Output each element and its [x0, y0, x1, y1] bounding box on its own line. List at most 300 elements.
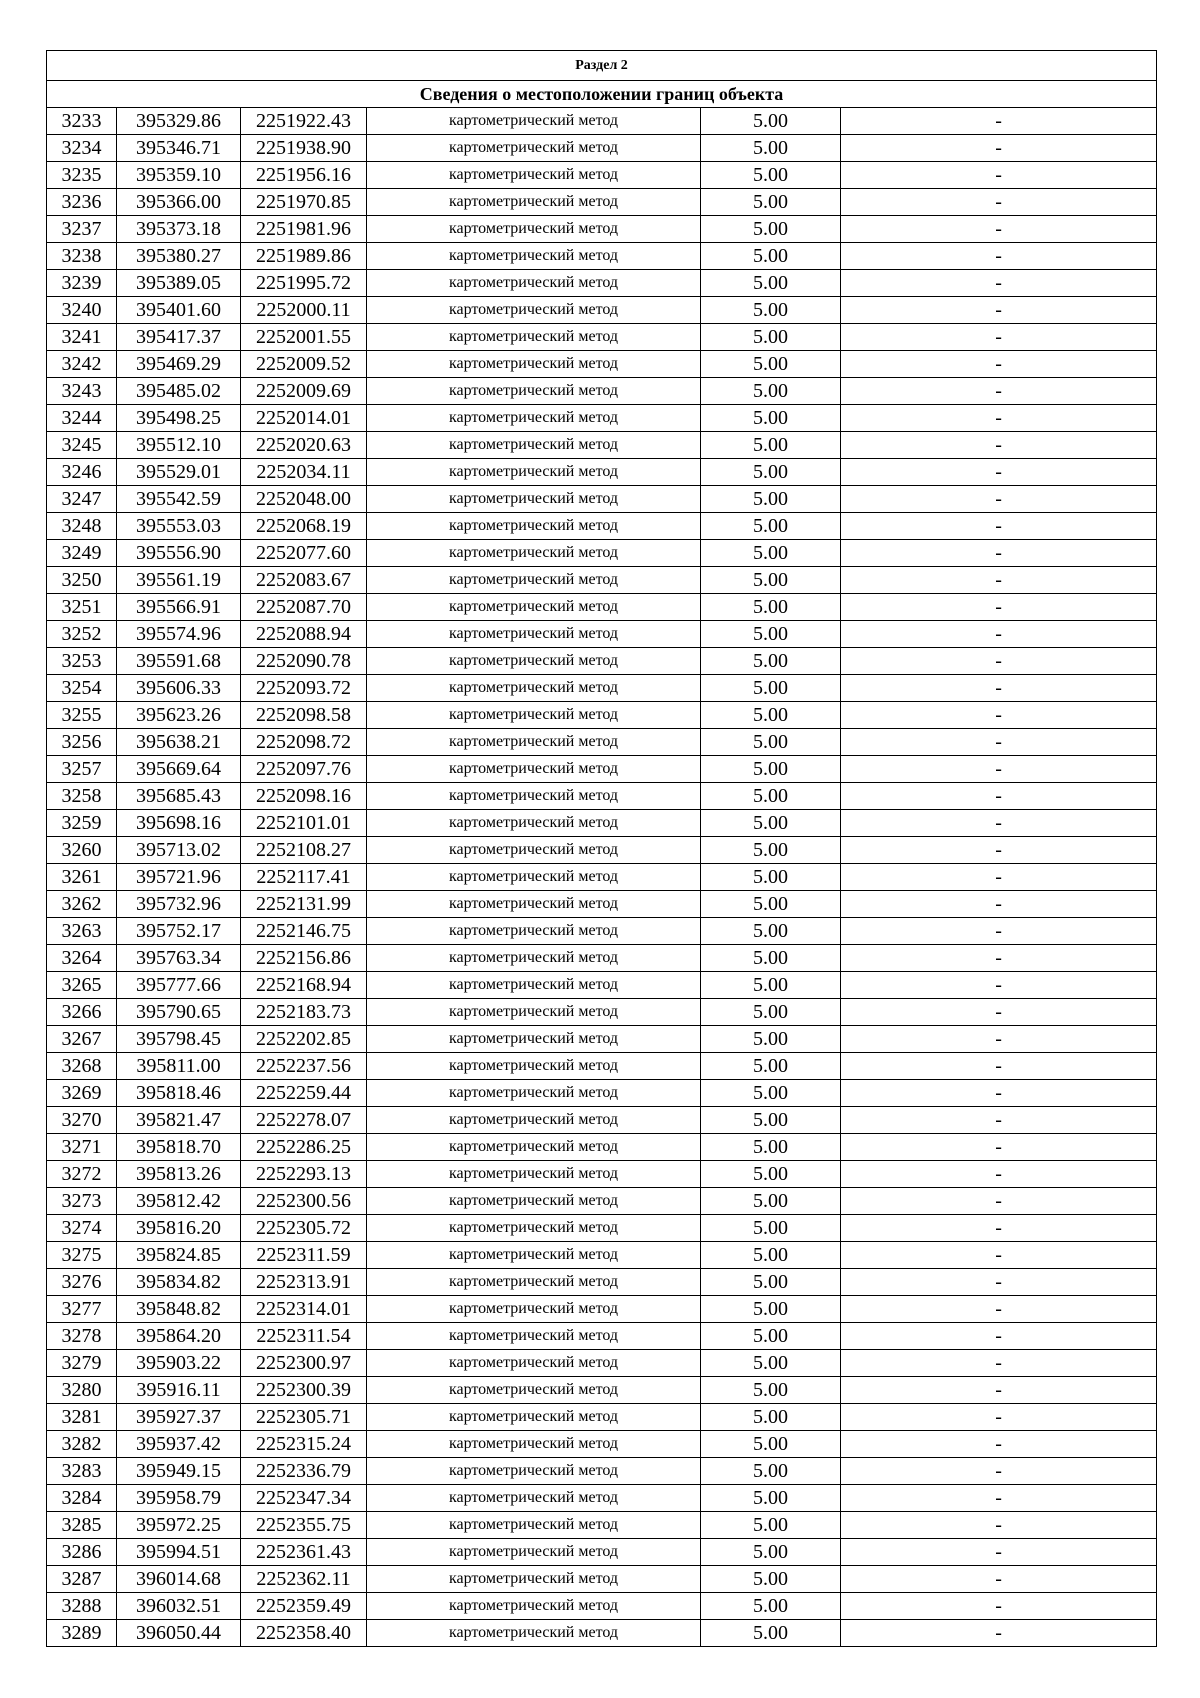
point-number-cell: 3272: [47, 1161, 117, 1188]
point-number-cell: 3271: [47, 1134, 117, 1161]
point-number-cell: 3275: [47, 1242, 117, 1269]
point-number-cell: 3283: [47, 1458, 117, 1485]
accuracy-cell: 5.00: [701, 1350, 841, 1377]
accuracy-cell: 5.00: [701, 1377, 841, 1404]
point-number-cell: 3263: [47, 918, 117, 945]
table-row: [47, 1026, 1157, 1053]
note-cell: -: [841, 1161, 1157, 1188]
table-row: [47, 594, 1157, 621]
note-cell: -: [841, 1323, 1157, 1350]
y-coordinate-cell: 2252259.44: [241, 1080, 367, 1107]
y-coordinate-cell: 2251956.16: [241, 162, 367, 189]
x-coordinate-cell: 395994.51: [117, 1539, 241, 1566]
note-cell: -: [841, 378, 1157, 405]
method-cell: картометрический метод: [367, 1323, 701, 1350]
note-cell: -: [841, 162, 1157, 189]
point-number-cell: 3288: [47, 1593, 117, 1620]
x-coordinate-cell: 395721.96: [117, 864, 241, 891]
note-cell: -: [841, 1134, 1157, 1161]
x-coordinate-cell: 395529.01: [117, 459, 241, 486]
table-row: [47, 891, 1157, 918]
y-coordinate-cell: 2252183.73: [241, 999, 367, 1026]
table-row: [47, 432, 1157, 459]
x-coordinate-cell: 395812.42: [117, 1188, 241, 1215]
y-coordinate-cell: 2252362.11: [241, 1566, 367, 1593]
accuracy-cell: 5.00: [701, 1188, 841, 1215]
y-coordinate-cell: 2252237.56: [241, 1053, 367, 1080]
accuracy-cell: 5.00: [701, 216, 841, 243]
note-cell: -: [841, 108, 1157, 135]
point-number-cell: 3273: [47, 1188, 117, 1215]
x-coordinate-cell: 395949.15: [117, 1458, 241, 1485]
method-cell: картометрический метод: [367, 378, 701, 405]
x-coordinate-cell: 395556.90: [117, 540, 241, 567]
note-cell: -: [841, 810, 1157, 837]
point-number-cell: 3251: [47, 594, 117, 621]
y-coordinate-cell: 2252048.00: [241, 486, 367, 513]
x-coordinate-cell: 395903.22: [117, 1350, 241, 1377]
method-cell: картометрический метод: [367, 243, 701, 270]
x-coordinate-cell: 395553.03: [117, 513, 241, 540]
note-cell: -: [841, 351, 1157, 378]
accuracy-cell: 5.00: [701, 513, 841, 540]
x-coordinate-cell: 395606.33: [117, 675, 241, 702]
method-cell: картометрический метод: [367, 351, 701, 378]
point-number-cell: 3246: [47, 459, 117, 486]
y-coordinate-cell: 2252314.01: [241, 1296, 367, 1323]
method-cell: картометрический метод: [367, 1350, 701, 1377]
table-row: [47, 702, 1157, 729]
x-coordinate-cell: 395818.70: [117, 1134, 241, 1161]
note-cell: -: [841, 729, 1157, 756]
accuracy-cell: 5.00: [701, 297, 841, 324]
table-row: [47, 189, 1157, 216]
x-coordinate-cell: 395763.34: [117, 945, 241, 972]
note-cell: -: [841, 297, 1157, 324]
method-cell: картометрический метод: [367, 594, 701, 621]
table-row: [47, 405, 1157, 432]
x-coordinate-cell: 395972.25: [117, 1512, 241, 1539]
y-coordinate-cell: 2252090.78: [241, 648, 367, 675]
y-coordinate-cell: 2252088.94: [241, 621, 367, 648]
table-title: Сведения о местоположении границ объекта: [47, 81, 1157, 108]
method-cell: картометрический метод: [367, 1188, 701, 1215]
y-coordinate-cell: 2252034.11: [241, 459, 367, 486]
accuracy-cell: 5.00: [701, 162, 841, 189]
y-coordinate-cell: 2252131.99: [241, 891, 367, 918]
point-number-cell: 3237: [47, 216, 117, 243]
table-row: [47, 1512, 1157, 1539]
accuracy-cell: 5.00: [701, 783, 841, 810]
method-cell: картометрический метод: [367, 189, 701, 216]
x-coordinate-cell: 395813.26: [117, 1161, 241, 1188]
note-cell: -: [841, 1539, 1157, 1566]
note-cell: -: [841, 243, 1157, 270]
accuracy-cell: 5.00: [701, 189, 841, 216]
y-coordinate-cell: 2252359.49: [241, 1593, 367, 1620]
x-coordinate-cell: 395937.42: [117, 1431, 241, 1458]
x-coordinate-cell: 395591.68: [117, 648, 241, 675]
note-cell: -: [841, 1053, 1157, 1080]
point-number-cell: 3268: [47, 1053, 117, 1080]
method-cell: картометрический метод: [367, 729, 701, 756]
table-row: [47, 1269, 1157, 1296]
method-cell: картометрический метод: [367, 1107, 701, 1134]
y-coordinate-cell: 2252358.40: [241, 1620, 367, 1647]
x-coordinate-cell: 396014.68: [117, 1566, 241, 1593]
point-number-cell: 3287: [47, 1566, 117, 1593]
method-cell: картометрический метод: [367, 1377, 701, 1404]
method-cell: картометрический метод: [367, 675, 701, 702]
accuracy-cell: 5.00: [701, 945, 841, 972]
accuracy-cell: 5.00: [701, 405, 841, 432]
x-coordinate-cell: 395834.82: [117, 1269, 241, 1296]
x-coordinate-cell: 395389.05: [117, 270, 241, 297]
x-coordinate-cell: 395777.66: [117, 972, 241, 999]
accuracy-cell: 5.00: [701, 1323, 841, 1350]
point-number-cell: 3285: [47, 1512, 117, 1539]
accuracy-cell: 5.00: [701, 1593, 841, 1620]
table-row: [47, 1242, 1157, 1269]
y-coordinate-cell: 2251981.96: [241, 216, 367, 243]
accuracy-cell: 5.00: [701, 540, 841, 567]
accuracy-cell: 5.00: [701, 810, 841, 837]
note-cell: -: [841, 837, 1157, 864]
y-coordinate-cell: 2252286.25: [241, 1134, 367, 1161]
x-coordinate-cell: 396050.44: [117, 1620, 241, 1647]
method-cell: картометрический метод: [367, 702, 701, 729]
point-number-cell: 3286: [47, 1539, 117, 1566]
note-cell: -: [841, 594, 1157, 621]
method-cell: картометрический метод: [367, 1593, 701, 1620]
x-coordinate-cell: 395574.96: [117, 621, 241, 648]
y-coordinate-cell: 2252117.41: [241, 864, 367, 891]
note-cell: -: [841, 621, 1157, 648]
y-coordinate-cell: 2252087.70: [241, 594, 367, 621]
point-number-cell: 3252: [47, 621, 117, 648]
note-cell: -: [841, 1404, 1157, 1431]
table-row: [47, 1296, 1157, 1323]
note-cell: -: [841, 1215, 1157, 1242]
y-coordinate-cell: 2251970.85: [241, 189, 367, 216]
table-row: [47, 1566, 1157, 1593]
x-coordinate-cell: 395685.43: [117, 783, 241, 810]
accuracy-cell: 5.00: [701, 486, 841, 513]
note-cell: -: [841, 648, 1157, 675]
y-coordinate-cell: 2252098.58: [241, 702, 367, 729]
method-cell: картометрический метод: [367, 1458, 701, 1485]
accuracy-cell: 5.00: [701, 1134, 841, 1161]
method-cell: картометрический метод: [367, 621, 701, 648]
note-cell: -: [841, 1485, 1157, 1512]
table-row: [47, 972, 1157, 999]
note-cell: -: [841, 1350, 1157, 1377]
method-cell: картометрический метод: [367, 756, 701, 783]
y-coordinate-cell: 2252020.63: [241, 432, 367, 459]
accuracy-cell: 5.00: [701, 243, 841, 270]
note-cell: -: [841, 270, 1157, 297]
note-cell: -: [841, 675, 1157, 702]
table-row: [47, 351, 1157, 378]
point-number-cell: 3248: [47, 513, 117, 540]
note-cell: -: [841, 432, 1157, 459]
note-cell: -: [841, 1107, 1157, 1134]
table-row: [47, 1620, 1157, 1647]
table-row: [47, 1431, 1157, 1458]
point-number-cell: 3264: [47, 945, 117, 972]
accuracy-cell: 5.00: [701, 729, 841, 756]
accuracy-cell: 5.00: [701, 135, 841, 162]
note-cell: -: [841, 756, 1157, 783]
point-number-cell: 3239: [47, 270, 117, 297]
y-coordinate-cell: 2252202.85: [241, 1026, 367, 1053]
accuracy-cell: 5.00: [701, 459, 841, 486]
note-cell: -: [841, 972, 1157, 999]
accuracy-cell: 5.00: [701, 1053, 841, 1080]
accuracy-cell: 5.00: [701, 1080, 841, 1107]
note-cell: -: [841, 1620, 1157, 1647]
note-cell: -: [841, 459, 1157, 486]
x-coordinate-cell: 395346.71: [117, 135, 241, 162]
x-coordinate-cell: 395816.20: [117, 1215, 241, 1242]
method-cell: картометрический метод: [367, 216, 701, 243]
method-cell: картометрический метод: [367, 1620, 701, 1647]
method-cell: картометрический метод: [367, 1215, 701, 1242]
x-coordinate-cell: 395485.02: [117, 378, 241, 405]
x-coordinate-cell: 395790.65: [117, 999, 241, 1026]
accuracy-cell: 5.00: [701, 999, 841, 1026]
method-cell: картометрический метод: [367, 459, 701, 486]
y-coordinate-cell: 2252347.34: [241, 1485, 367, 1512]
note-cell: -: [841, 1296, 1157, 1323]
table-row: [47, 837, 1157, 864]
y-coordinate-cell: 2252001.55: [241, 324, 367, 351]
accuracy-cell: 5.00: [701, 594, 841, 621]
accuracy-cell: 5.00: [701, 972, 841, 999]
table-row: [47, 810, 1157, 837]
note-cell: -: [841, 567, 1157, 594]
x-coordinate-cell: 395669.64: [117, 756, 241, 783]
point-number-cell: 3280: [47, 1377, 117, 1404]
point-number-cell: 3258: [47, 783, 117, 810]
table-row: [47, 999, 1157, 1026]
x-coordinate-cell: 395359.10: [117, 162, 241, 189]
x-coordinate-cell: 395811.00: [117, 1053, 241, 1080]
y-coordinate-cell: 2252083.67: [241, 567, 367, 594]
method-cell: картометрический метод: [367, 864, 701, 891]
accuracy-cell: 5.00: [701, 621, 841, 648]
y-coordinate-cell: 2252305.71: [241, 1404, 367, 1431]
table-row: [47, 1323, 1157, 1350]
accuracy-cell: 5.00: [701, 1269, 841, 1296]
table-row: [47, 297, 1157, 324]
y-coordinate-cell: 2252156.86: [241, 945, 367, 972]
table-row: [47, 1161, 1157, 1188]
note-cell: -: [841, 1188, 1157, 1215]
x-coordinate-cell: 395818.46: [117, 1080, 241, 1107]
section-title: Раздел 2: [47, 51, 1157, 81]
note-cell: -: [841, 1026, 1157, 1053]
accuracy-cell: 5.00: [701, 1539, 841, 1566]
point-number-cell: 3267: [47, 1026, 117, 1053]
method-cell: картометрический метод: [367, 135, 701, 162]
table-row: [47, 216, 1157, 243]
accuracy-cell: 5.00: [701, 351, 841, 378]
point-number-cell: 3233: [47, 108, 117, 135]
table-row: [47, 729, 1157, 756]
accuracy-cell: 5.00: [701, 1107, 841, 1134]
table-row: [47, 1215, 1157, 1242]
x-coordinate-cell: 395401.60: [117, 297, 241, 324]
point-number-cell: 3279: [47, 1350, 117, 1377]
point-number-cell: 3269: [47, 1080, 117, 1107]
y-coordinate-cell: 2252313.91: [241, 1269, 367, 1296]
x-coordinate-cell: 395417.37: [117, 324, 241, 351]
point-number-cell: 3277: [47, 1296, 117, 1323]
method-cell: картометрический метод: [367, 1134, 701, 1161]
point-number-cell: 3234: [47, 135, 117, 162]
note-cell: -: [841, 216, 1157, 243]
point-number-cell: 3270: [47, 1107, 117, 1134]
x-coordinate-cell: 395373.18: [117, 216, 241, 243]
accuracy-cell: 5.00: [701, 837, 841, 864]
method-cell: картометрический метод: [367, 648, 701, 675]
method-cell: картометрический метод: [367, 1539, 701, 1566]
accuracy-cell: 5.00: [701, 432, 841, 459]
table-row: [47, 1458, 1157, 1485]
x-coordinate-cell: 395623.26: [117, 702, 241, 729]
point-number-cell: 3284: [47, 1485, 117, 1512]
table-row: [47, 567, 1157, 594]
note-cell: -: [841, 1431, 1157, 1458]
accuracy-cell: 5.00: [701, 1296, 841, 1323]
x-coordinate-cell: 395566.91: [117, 594, 241, 621]
method-cell: картометрический метод: [367, 1242, 701, 1269]
y-coordinate-cell: 2252355.75: [241, 1512, 367, 1539]
y-coordinate-cell: 2252168.94: [241, 972, 367, 999]
point-number-cell: 3278: [47, 1323, 117, 1350]
accuracy-cell: 5.00: [701, 1512, 841, 1539]
point-number-cell: 3250: [47, 567, 117, 594]
table-row: [47, 135, 1157, 162]
title-header-row: [47, 81, 1157, 108]
method-cell: картометрический метод: [367, 783, 701, 810]
table-row: [47, 162, 1157, 189]
point-number-cell: 3241: [47, 324, 117, 351]
point-number-cell: 3254: [47, 675, 117, 702]
point-number-cell: 3257: [47, 756, 117, 783]
x-coordinate-cell: 395329.86: [117, 108, 241, 135]
method-cell: картометрический метод: [367, 1161, 701, 1188]
y-coordinate-cell: 2252336.79: [241, 1458, 367, 1485]
note-cell: -: [841, 918, 1157, 945]
y-coordinate-cell: 2252300.39: [241, 1377, 367, 1404]
point-number-cell: 3266: [47, 999, 117, 1026]
point-number-cell: 3265: [47, 972, 117, 999]
point-number-cell: 3274: [47, 1215, 117, 1242]
note-cell: -: [841, 486, 1157, 513]
method-cell: картометрический метод: [367, 1026, 701, 1053]
note-cell: -: [841, 864, 1157, 891]
note-cell: -: [841, 1458, 1157, 1485]
table-row: [47, 621, 1157, 648]
note-cell: -: [841, 324, 1157, 351]
table-row: [47, 486, 1157, 513]
accuracy-cell: 5.00: [701, 1404, 841, 1431]
accuracy-cell: 5.00: [701, 1458, 841, 1485]
method-cell: картометрический метод: [367, 486, 701, 513]
accuracy-cell: 5.00: [701, 756, 841, 783]
accuracy-cell: 5.00: [701, 1242, 841, 1269]
x-coordinate-cell: 395469.29: [117, 351, 241, 378]
method-cell: картометрический метод: [367, 1269, 701, 1296]
x-coordinate-cell: 395848.82: [117, 1296, 241, 1323]
accuracy-cell: 5.00: [701, 270, 841, 297]
accuracy-cell: 5.00: [701, 1566, 841, 1593]
accuracy-cell: 5.00: [701, 324, 841, 351]
y-coordinate-cell: 2251989.86: [241, 243, 367, 270]
x-coordinate-cell: 395798.45: [117, 1026, 241, 1053]
accuracy-cell: 5.00: [701, 1620, 841, 1647]
point-number-cell: 3255: [47, 702, 117, 729]
accuracy-cell: 5.00: [701, 702, 841, 729]
point-number-cell: 3240: [47, 297, 117, 324]
note-cell: -: [841, 540, 1157, 567]
point-number-cell: 3289: [47, 1620, 117, 1647]
note-cell: -: [841, 999, 1157, 1026]
method-cell: картометрический метод: [367, 1512, 701, 1539]
table-row: [47, 1539, 1157, 1566]
point-number-cell: 3282: [47, 1431, 117, 1458]
y-coordinate-cell: 2252311.54: [241, 1323, 367, 1350]
accuracy-cell: 5.00: [701, 1161, 841, 1188]
method-cell: картометрический метод: [367, 324, 701, 351]
note-cell: -: [841, 1593, 1157, 1620]
accuracy-cell: 5.00: [701, 675, 841, 702]
method-cell: картометрический метод: [367, 1080, 701, 1107]
note-cell: -: [841, 405, 1157, 432]
y-coordinate-cell: 2252305.72: [241, 1215, 367, 1242]
y-coordinate-cell: 2252097.76: [241, 756, 367, 783]
method-cell: картометрический метод: [367, 945, 701, 972]
x-coordinate-cell: 395732.96: [117, 891, 241, 918]
table-row: [47, 756, 1157, 783]
table-row: [47, 378, 1157, 405]
accuracy-cell: 5.00: [701, 378, 841, 405]
method-cell: картометрический метод: [367, 918, 701, 945]
table-row: [47, 1485, 1157, 1512]
method-cell: картометрический метод: [367, 972, 701, 999]
note-cell: -: [841, 1242, 1157, 1269]
x-coordinate-cell: 395561.19: [117, 567, 241, 594]
table-row: [47, 1377, 1157, 1404]
note-cell: -: [841, 189, 1157, 216]
y-coordinate-cell: 2251922.43: [241, 108, 367, 135]
y-coordinate-cell: 2252098.72: [241, 729, 367, 756]
method-cell: картометрический метод: [367, 1296, 701, 1323]
method-cell: картометрический метод: [367, 1431, 701, 1458]
x-coordinate-cell: 395864.20: [117, 1323, 241, 1350]
note-cell: -: [841, 783, 1157, 810]
note-cell: -: [841, 1080, 1157, 1107]
y-coordinate-cell: 2252068.19: [241, 513, 367, 540]
method-cell: картометрический метод: [367, 1404, 701, 1431]
y-coordinate-cell: 2252077.60: [241, 540, 367, 567]
table-row: [47, 945, 1157, 972]
note-cell: -: [841, 513, 1157, 540]
accuracy-cell: 5.00: [701, 648, 841, 675]
note-cell: -: [841, 135, 1157, 162]
